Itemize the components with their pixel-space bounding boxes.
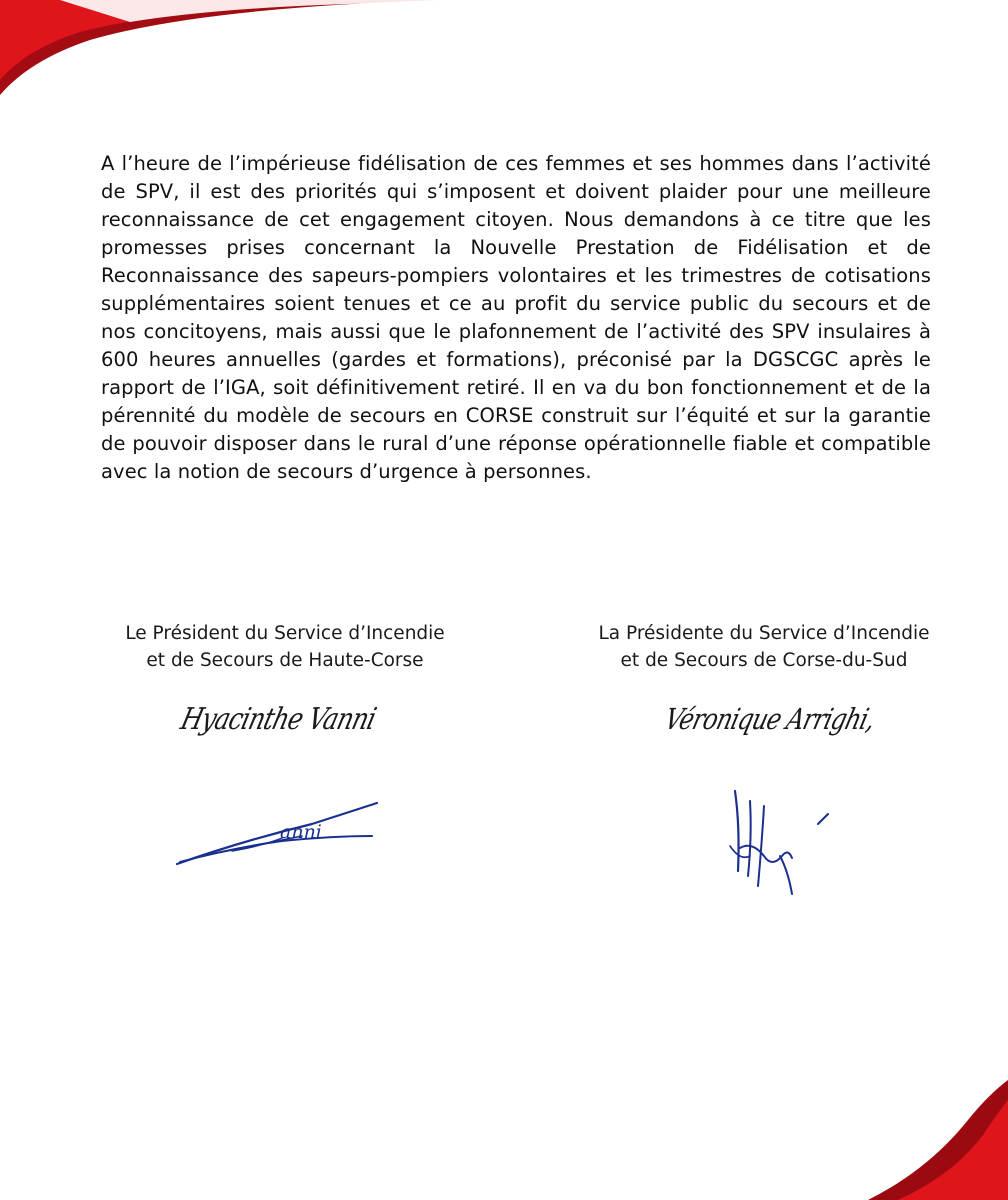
letter-body: A l’heure de l’impérieuse fidélisation de ces femmes et ses hommes dans l’activité de SPV, il est des priorités qui s’imposent et doivent plaider pour une meilleure reconnaissance de cet engagement citoyen. Nous demandons à ce titre que les promesses prises concernant la Nouvelle Prestation de Fidélisation et de Reconnaissance des sapeurs-pompiers volontaires et les trimestres de cotisations supplémentaires soient tenues et ce au profit du service public du secours et de nos concitoyens, mais aussi que le plafonnement de l’activité des SPV insulaires à 600 heures annuelles (gardes et formations), préconisé par la DGSCGC après le rapport de l’IGA, soit définitivement retiré. Il en va du bon fonctionnement et de la pérennité du modèle de secours en CORSE construit sur l’équité et sur la garantie de pouvoir disposer dans le rural d’une réponse opérationnelle fiable et compatible avec la notion de secours d’urgence à personnes. <box>101 152 931 483</box>
signatory-right-title-line1: La Présidente du Service d’Incendie <box>598 623 930 644</box>
signatory-right-title-line2: et de Secours de Corse-du-Sud <box>620 650 908 671</box>
signatory-left-title-line1: Le Président du Service d’Incendie <box>125 623 445 644</box>
signatory-left-title <box>75 620 495 674</box>
top-corner-decoration <box>0 0 440 100</box>
signature-left <box>172 796 382 870</box>
signatory-right-handwritten-name: Véronique Arrighi, <box>661 702 879 736</box>
bottom-corner-decoration <box>868 1080 1008 1200</box>
signatory-left-title-line2: et de Secours de Haute-Corse <box>146 650 424 671</box>
signatory-right-title <box>554 620 974 674</box>
signatory-left-handwritten-name: Hyacinthe Vanni <box>177 702 380 737</box>
signature-left-text: anni <box>280 821 322 843</box>
signature-right <box>720 786 840 898</box>
